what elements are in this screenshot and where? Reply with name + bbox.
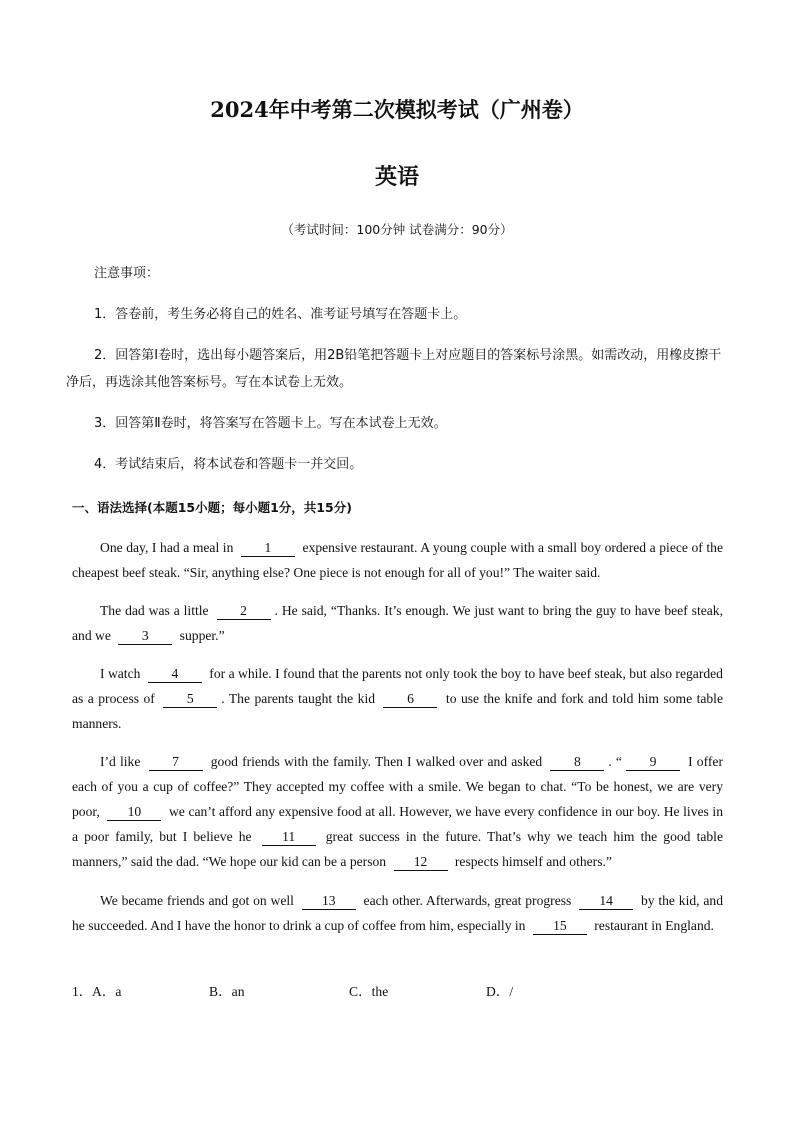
blank-14: 14 — [579, 893, 633, 910]
option-a[interactable]: A．a — [92, 984, 122, 999]
blank-9: 9 — [626, 754, 680, 771]
option-b[interactable]: B．an — [209, 984, 245, 999]
note-item-2: 2．回答第Ⅰ卷时，选出每小题答案后，用2B铅笔把答题卡上对应题目的答案标号涂黑。如需改动，用橡皮擦干净后，再选涂其他答案标号。写在本试卷上无效。 — [66, 348, 722, 390]
blank-5: 5 — [163, 691, 217, 708]
blank-12: 12 — [394, 854, 448, 871]
passage-text: to use the knife and fork and told him some table manners. — [72, 691, 723, 731]
passage-text: I watch — [100, 666, 144, 681]
blank-8: 8 — [550, 754, 604, 771]
passage-text: The dad was a little — [100, 603, 213, 618]
passage-text: respects himself and others.” — [451, 854, 612, 869]
note-item-3: 3．回答第Ⅱ卷时，将答案写在答题卡上。写在本试卷上无效。 — [94, 416, 447, 431]
note-item-1: 1．答卷前，考生务必将自己的姓名、准考证号填写在答题卡上。 — [94, 307, 467, 322]
blank-7: 7 — [149, 754, 203, 771]
passage-text: restaurant in England. — [590, 918, 714, 933]
blank-4: 4 — [148, 666, 202, 683]
passage-text: . He said, “Thanks. It’s enough. We just want to bring the guy to have beef steak, and we — [72, 603, 723, 643]
blank-2: 2 — [217, 603, 271, 620]
passage-text: supper.” — [176, 628, 225, 643]
question-number: 1． — [72, 984, 93, 999]
blank-15: 15 — [533, 918, 587, 935]
passage-text: we can’t afford any expensive food at all. However, we have every confidence in our boy. He lives in a poor family, but I believe he — [72, 804, 724, 844]
passage-text: each other. Afterwards, great progress — [359, 893, 576, 908]
passage-paragraph-3 — [72, 661, 723, 736]
passage-paragraph-1 — [72, 535, 723, 585]
passage-text: . “ — [608, 754, 622, 769]
blank-6: 6 — [383, 691, 437, 708]
passage-text: good friends with the family. Then I walked over and asked — [206, 754, 547, 769]
passage-text: expensive restaurant. A young couple with a small boy ordered a piece of the cheapest beef steak. “Sir, anything else? One piece is not enough for all of you!” The waiter said. — [72, 540, 723, 580]
blank-10: 10 — [107, 804, 161, 821]
passage-text: by the kid, and he succeeded. And I have the honor to drink a cup of coffee from him, especially in — [72, 893, 723, 933]
passage-text: . The parents taught the kid — [221, 691, 380, 706]
passage-text: great success in the future. That’s why we teach him the good table manners,” said the dad. “We hope our kid can be a person — [72, 829, 723, 869]
passage-text: One day, I had a meal in — [100, 540, 237, 555]
blank-11: 11 — [262, 829, 316, 846]
passage-text: for a while. I found that the parents not only took the boy to have beef steak, but also regarded as a process of — [72, 666, 723, 706]
exam-title: 2024年中考第二次模拟考试（广州卷） — [210, 97, 584, 122]
option-d[interactable]: D．/ — [486, 984, 514, 999]
exam-info: （考试时间：100分钟 试卷满分：90分） — [281, 222, 513, 237]
blank-1: 1 — [241, 540, 295, 557]
section-heading: 一、语法选择(本题15小题；每小题1分，共15分) — [72, 500, 352, 515]
note-item-4: 4．考试结束后，将本试卷和答题卡一并交回。 — [94, 457, 363, 472]
passage-text: We became friends and got on well — [100, 893, 298, 908]
passage-text: I’d like — [100, 754, 145, 769]
blank-3: 3 — [118, 628, 172, 645]
blank-13: 13 — [302, 893, 356, 910]
notes-heading: 注意事项： — [94, 266, 160, 281]
passage-paragraph-2 — [72, 598, 723, 648]
option-c[interactable]: C．the — [349, 984, 389, 999]
passage-text: I offer each of you a cup of coffee?” They accepted my coffee with a smile. We began to chat. “To be honest, we are very poor, — [72, 754, 723, 819]
passage-paragraph-5 — [72, 888, 723, 938]
subject-title: 英语 — [374, 164, 419, 190]
passage-paragraph-4 — [72, 749, 723, 874]
